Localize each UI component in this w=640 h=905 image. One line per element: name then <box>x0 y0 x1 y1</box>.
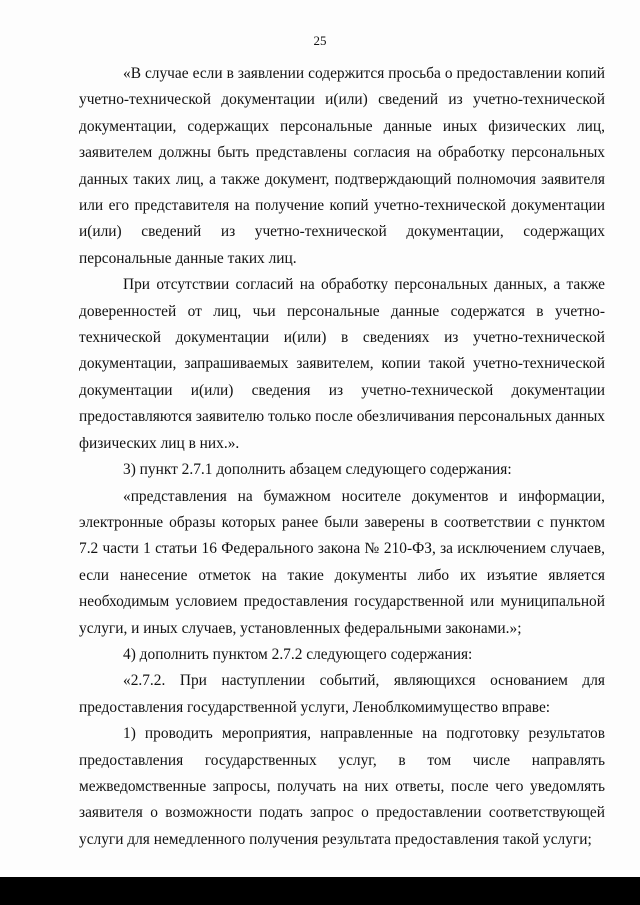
paragraph-item-1: 1) проводить мероприятия, направленные на подготовку результатов предоставления государственных услуг, в том числе направлять межведомственные запросы, получать на них ответы, после чего уведомлять заявителя о возможности подать запрос о предоставлении соответствующей услуги для немедленного получения результата предоставления такой услуги; <box>79 725 605 848</box>
paragraph-clause-2-7-2: «2.7.2. При наступлении событий, являющихся основанием для предоставления государственной услуги, Леноблкомимущество вправе: <box>79 672 605 716</box>
paragraph-consent-requirement: «В случае если в заявлении содержится просьба о предоставлении копий учетно-технической документации и(или) сведений из учетно-технической документации, содержащих персональные данные иных физических лиц, заявителем должны быть представлены согласия на обработку персональных данных таких лиц, а также документ, подтверждающий полномочия заявителя или его представителя на получение копий учетно-технической документации и(или) сведений из учетно-технической документации, содержащих персональные данные таких лиц. <box>79 65 605 267</box>
scan-bottom-border <box>0 877 640 905</box>
paragraph-paper-documents: «представления на бумажном носителе документов и информации, электронные образы которых ранее были заверены в соответствии с пунктом 7.2 части 1 статьи 16 Федерального закона № 210-ФЗ, за исключением случаев, если нанесение отметок на такие документы либо их изъятие является необходимым условием предоставления государственной или муниципальной услуги, и иных случаев, установленных федеральными законами.»; <box>79 487 605 637</box>
page-number: 25 <box>313 33 327 48</box>
paragraph-amendment-3: 3) пункт 2.7.1 дополнить абзацем следующего содержания: <box>123 461 512 479</box>
paragraph-amendment-4: 4) дополнить пунктом 2.7.2 следующего содержания: <box>123 645 473 663</box>
paragraph-depersonalization: При отсутствии согласий на обработку персональных данных, а также доверенностей от лиц, чьи персональные данные содержатся в учетно-технической документации и(или) в сведениях из учетно-технической документации, запрашиваемых заявителем, копии такой учетно-технической документации и(или) сведения из учетно-технической документации предоставляются заявителю только после обезличивания персональных данных физических лиц в них.». <box>79 276 605 452</box>
document-body <box>79 61 605 853</box>
